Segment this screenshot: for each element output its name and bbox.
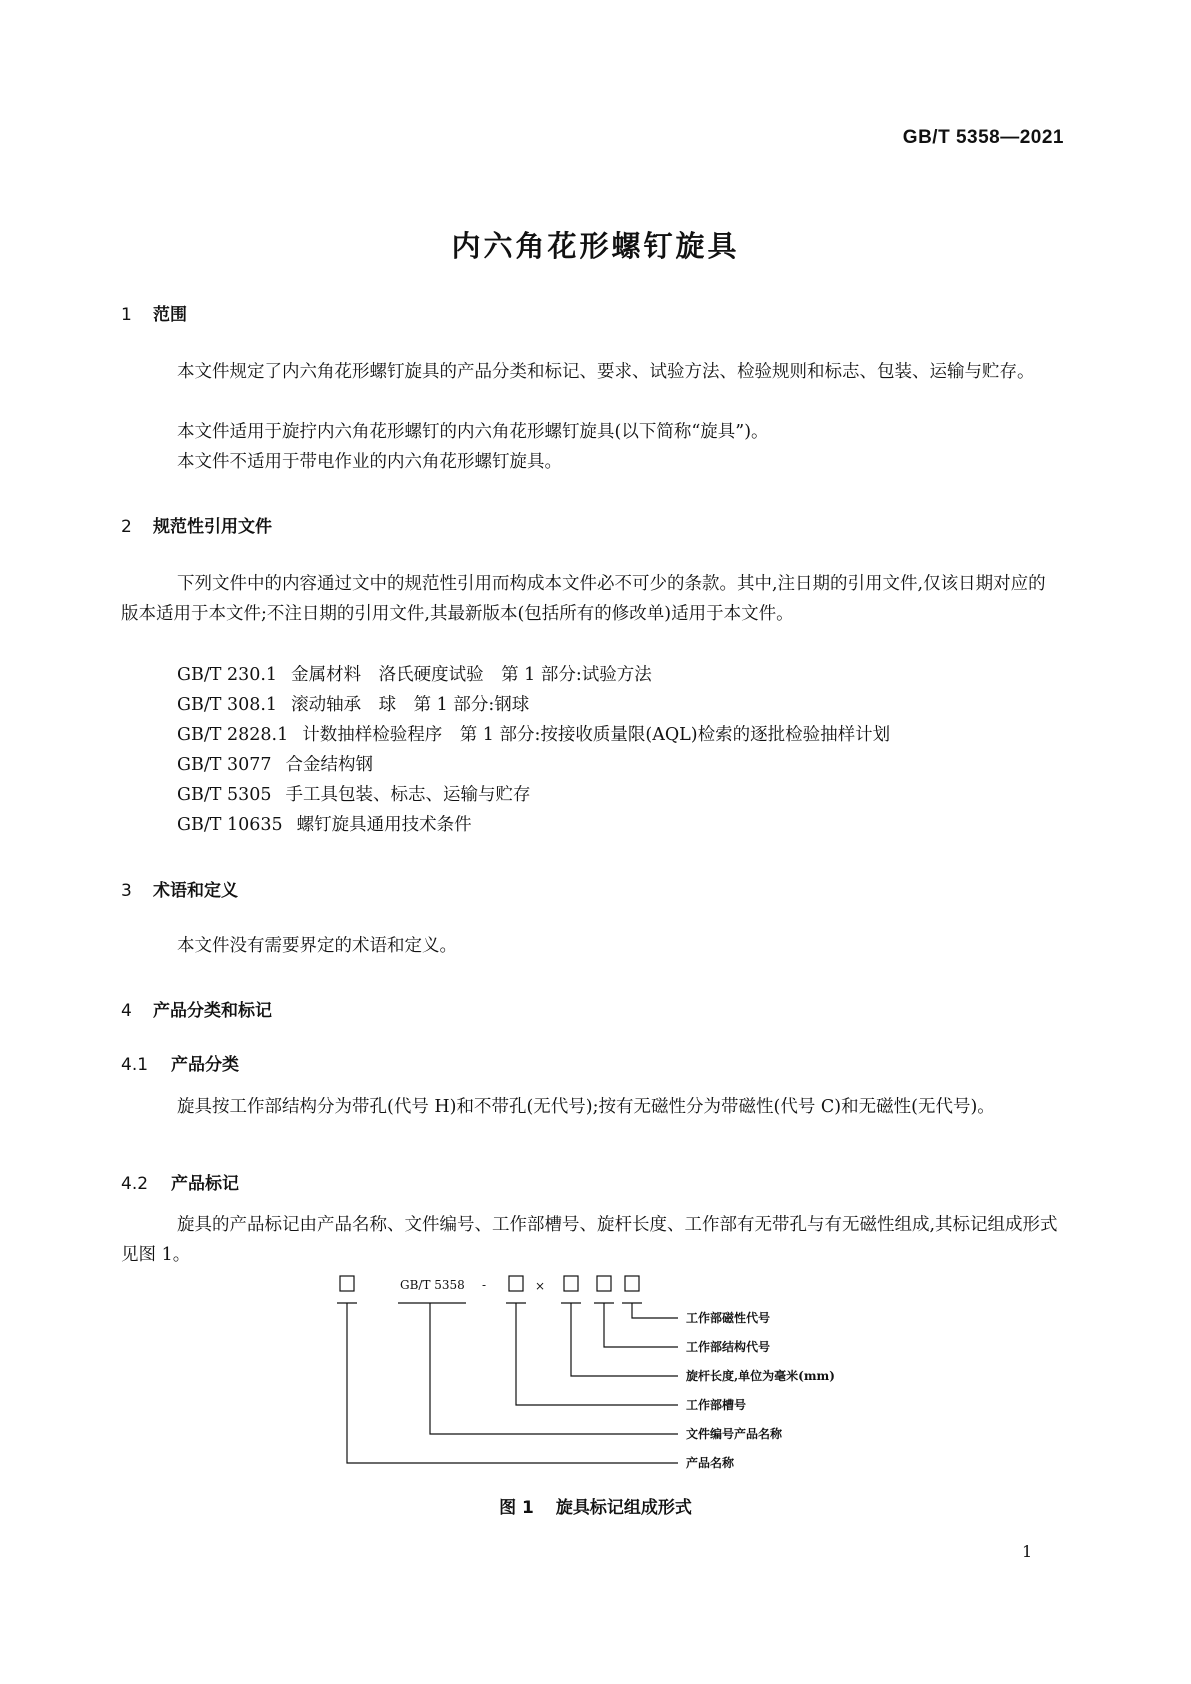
reference-title: 计数抽样检验程序 第 1 部分:按接收质量限(AQL)检索的逐批检验抽样计划 bbox=[302, 725, 891, 745]
label-groove-number: 工作部槽号 bbox=[686, 1398, 747, 1412]
paragraph-text: 本文件规定了内六角花形螺钉旋具的产品分类和标记、要求、试验方法、检验规则和标志、包装、运输与贮存。 bbox=[177, 362, 1035, 382]
paragraph-text: 旋具的产品标记由产品名称、文件编号、工作部槽号、旋杆长度、工作部有无带孔与有无磁性组成,其标记组成形式见图 1。 bbox=[121, 1215, 1058, 1265]
section-number: 3 bbox=[121, 881, 132, 901]
reference-item bbox=[177, 721, 890, 746]
section-number: 4.1 bbox=[121, 1055, 149, 1075]
section-2-paragraph-1 bbox=[121, 569, 1061, 629]
label-magnetic-code: 工作部磁性代号 bbox=[686, 1311, 771, 1325]
figure-title: 旋具标记组成形式 bbox=[555, 1498, 692, 1518]
section-1-paragraph-2 bbox=[121, 417, 1061, 447]
section-title: 范围 bbox=[153, 305, 187, 325]
section-4-2-heading bbox=[121, 1169, 239, 1194]
label-shaft-length: 旋杆长度,单位为毫米(mm) bbox=[686, 1369, 835, 1383]
product-name-box bbox=[340, 1276, 354, 1291]
structure-box bbox=[597, 1276, 611, 1291]
section-number: 1 bbox=[121, 305, 132, 325]
paragraph-text: 本文件没有需要界定的术语和定义。 bbox=[177, 936, 457, 956]
section-title: 产品分类和标记 bbox=[153, 1001, 272, 1021]
paragraph-text: 本文件适用于旋拧内六角花形螺钉的内六角花形螺钉旋具(以下简称“旋具”)。 bbox=[177, 422, 769, 442]
section-title: 规范性引用文件 bbox=[153, 517, 272, 537]
reference-title: 合金结构钢 bbox=[285, 755, 374, 775]
section-title: 产品分类 bbox=[171, 1055, 239, 1075]
figure-dash: - bbox=[482, 1278, 487, 1292]
reference-item bbox=[177, 751, 373, 776]
reference-title: 螺钉旋具通用技术条件 bbox=[296, 815, 472, 835]
reference-item bbox=[177, 691, 529, 716]
page-number: 1 bbox=[1022, 1542, 1033, 1561]
section-4-heading bbox=[121, 996, 272, 1021]
reference-title: 金属材料 洛氏硬度试验 第 1 部分:试验方法 bbox=[291, 665, 652, 685]
label-structure-code: 工作部结构代号 bbox=[686, 1340, 771, 1354]
section-4-1-paragraph-1 bbox=[121, 1092, 1061, 1122]
section-2-heading bbox=[121, 512, 272, 537]
paragraph-text: 本文件不适用于带电作业的内六角花形螺钉旋具。 bbox=[177, 452, 562, 472]
reference-code: GB/T 5305 bbox=[177, 785, 272, 805]
reference-code: GB/T 3077 bbox=[177, 755, 272, 775]
figure-caption bbox=[0, 1493, 1191, 1518]
section-number: 2 bbox=[121, 517, 132, 537]
section-4-2-paragraph-1 bbox=[121, 1210, 1061, 1270]
section-4-1-heading bbox=[121, 1050, 239, 1075]
document-title: 内六角花形螺钉旋具 bbox=[451, 229, 740, 263]
reference-item bbox=[177, 811, 472, 836]
section-1-heading bbox=[121, 300, 187, 325]
figure-number: 图 1 bbox=[499, 1498, 534, 1518]
reference-item bbox=[177, 781, 531, 806]
label-document-number: 文件编号产品名称 bbox=[686, 1427, 783, 1441]
reference-code: GB/T 308.1 bbox=[177, 695, 278, 715]
magnetic-box bbox=[625, 1276, 639, 1291]
reference-code: GB/T 10635 bbox=[177, 815, 283, 835]
reference-title: 手工具包装、标志、运输与贮存 bbox=[285, 785, 531, 805]
paragraph-text: 下列文件中的内容通过文中的规范性引用而构成本文件必不可少的条款。其中,注日期的引用文件,仅该日期对应的版本适用于本文件;不注日期的引用文件,其最新版本(包括所有的修改单)适用于本文件。 bbox=[121, 574, 1046, 624]
section-number: 4 bbox=[121, 1001, 132, 1021]
reference-code: GB/T 230.1 bbox=[177, 665, 278, 685]
section-title: 产品标记 bbox=[171, 1174, 239, 1194]
label-product-name: 产品名称 bbox=[686, 1456, 735, 1470]
section-title: 术语和定义 bbox=[153, 881, 238, 901]
section-1-paragraph-3 bbox=[121, 447, 1061, 477]
section-number: 4.2 bbox=[121, 1174, 149, 1194]
section-3-heading bbox=[121, 876, 238, 901]
groove-number-box bbox=[509, 1276, 523, 1291]
reference-code: GB/T 2828.1 bbox=[177, 725, 289, 745]
figure-times-sign: × bbox=[535, 1279, 546, 1293]
section-1-paragraph-1 bbox=[121, 357, 1061, 387]
reference-item bbox=[177, 661, 652, 686]
figure-standard-number: GB/T 5358 bbox=[400, 1278, 465, 1292]
section-3-paragraph-1 bbox=[121, 931, 1061, 961]
reference-title: 滚动轴承 球 第 1 部分:钢球 bbox=[291, 695, 530, 715]
standard-code: GB/T 5358—2021 bbox=[902, 127, 1064, 148]
paragraph-text: 旋具按工作部结构分为带孔(代号 H)和不带孔(无代号);按有无磁性分为带磁性(代号 C)和无磁性(无代号)。 bbox=[177, 1097, 995, 1117]
length-box bbox=[564, 1276, 578, 1291]
